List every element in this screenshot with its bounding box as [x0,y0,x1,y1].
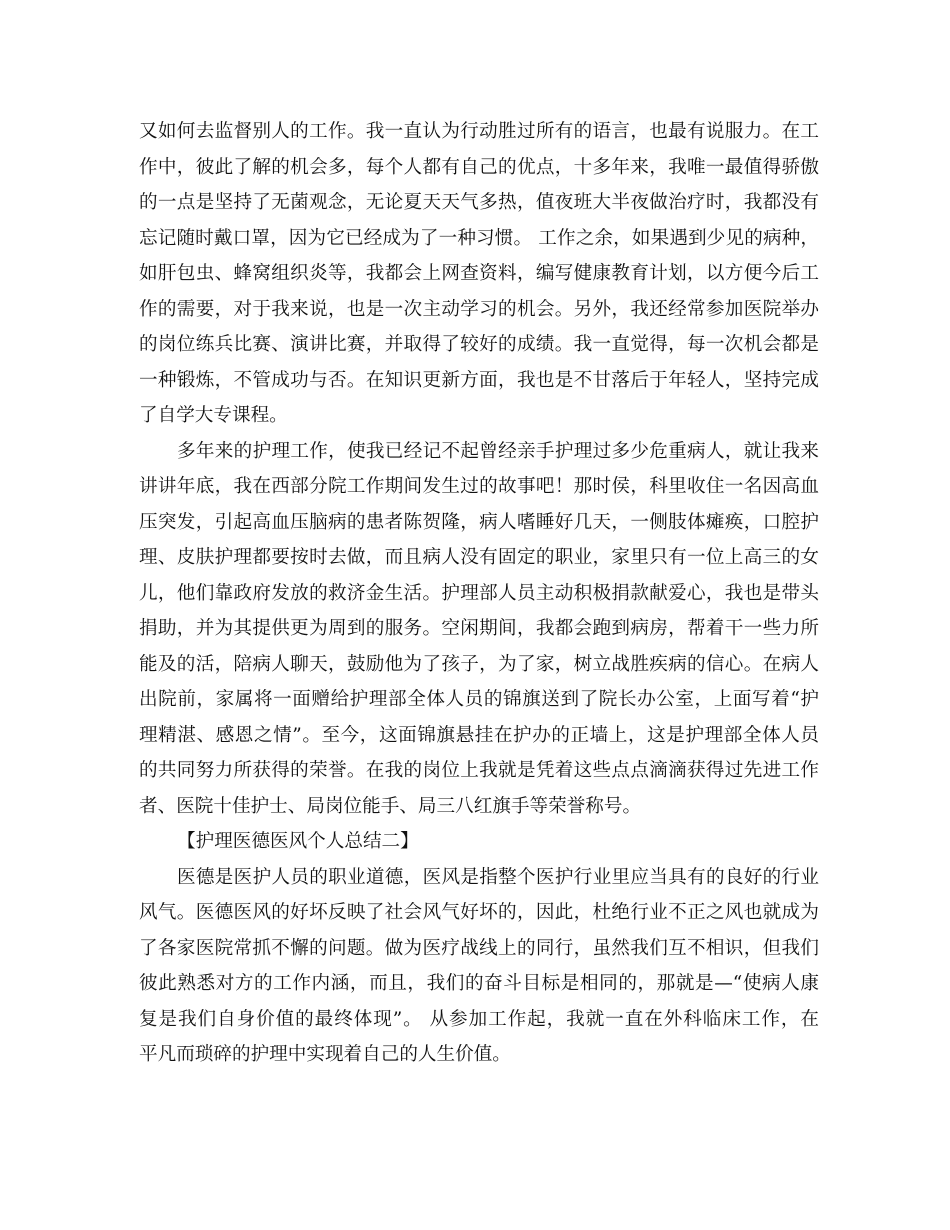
text-line: 忘记随时戴口罩，因为它已经成为了一种习惯。 工作之余，如果遇到少见的病种， [139,227,819,249]
text-line: 的岗位练兵比赛、演讲比赛，并取得了较好的成绩。我一直觉得，每一次机会都是 [139,334,819,355]
text-line: 又如何去监督别人的工作。我一直认为行动胜过所有的语言，也最有说服力。在工 [139,121,819,142]
paragraph-1 [139,114,819,434]
text-line: 风气。医德医风的好坏反映了社会风气好坏的，因此，杜绝行业不正之风也就成为 [139,902,819,923]
text-line: 的一点是坚持了无菌观念，无论夏天天气多热，值夜班大半夜做治疗时，我都没有 [139,192,819,213]
text-line: 理精湛、感恩之情”。至今，这面锦旗悬挂在护办的正墙上，这是护理部全体人员 [139,724,819,746]
text-line: 的共同努力所获得的荣誉。在我的岗位上我就是凭着这些点点滴滴获得过先进工作 [139,760,819,781]
paragraph-3 [139,860,819,1073]
text-line: 医德是医护人员的职业道德，医风是指整个医护行业里应当具有的良好的行业 [177,866,819,888]
text-line: 多年来的护理工作，使我已经记不起曾经亲手护理过多少危重病人，就让我来 [177,440,819,462]
text-line: 如肝包虫、蜂窝组织炎等，我都会上网查资料，编写健康教育计划，以方便今后工 [139,263,819,284]
text-line: 压突发，引起高血压脑病的患者陈贺隆，病人嗜睡好几天，一侧肢体瘫痪，口腔护 [139,511,819,533]
paragraph-2 [139,434,819,825]
text-line: 一种锻炼，不管成功与否。在知识更新方面，我也是不甘落后于年轻人，坚持完成 [139,369,819,391]
section-heading [139,824,819,860]
document-body [139,114,819,1073]
text-line: 了各家医院常抓不懈的问题。做为医疗战线上的同行，虽然我们互不相识，但我们 [139,937,819,959]
text-line: 复是我们自身价值的最终体现”。 从参加工作起，我就一直在外科临床工作，在 [139,1008,819,1030]
text-line: 儿，他们靠政府发放的救济金生活。护理部人员主动积极捐款献爱心，我也是带头 [139,582,819,604]
text-line: 了自学大专课程。 [139,405,288,426]
text-line: 作中，彼此了解的机会多，每个人都有自己的优点，十多年来，我唯一最值得骄傲 [139,156,819,178]
text-line: 彼此熟悉对方的工作内涵，而且，我们的奋斗目标是相同的，那就是—“使病人康 [139,973,819,994]
text-line: 平凡而琐碎的护理中实现着自己的人生价值。 [139,1044,511,1065]
text-line: 理、皮肤护理都要按时去做，而且病人没有固定的职业，家里只有一位上高三的女 [139,547,819,568]
text-line: 者、医院十佳护士、局岗位能手、局三八红旗手等荣誉称号。 [139,795,642,817]
text-line: 出院前，家属将一面赠给护理部全体人员的锦旗送到了院长办公室，上面写着“护 [139,689,819,710]
section-heading-text: 【护理医德医风个人总结二】 [177,831,419,852]
text-line: 讲讲年底，我在西部分院工作期间发生过的故事吧！那时侯，科里收住一名因高血 [139,476,819,497]
text-line: 能及的活，陪病人聊天，鼓励他为了孩子，为了家，树立战胜疾病的信心。在病人 [139,653,819,675]
text-line: 捐助，并为其提供更为周到的服务。空闲期间，我都会跑到病房，帮着干一些力所 [139,618,819,639]
text-line: 作的需要，对于我来说，也是一次主动学习的机会。另外，我还经常参加医院举办 [139,298,819,320]
